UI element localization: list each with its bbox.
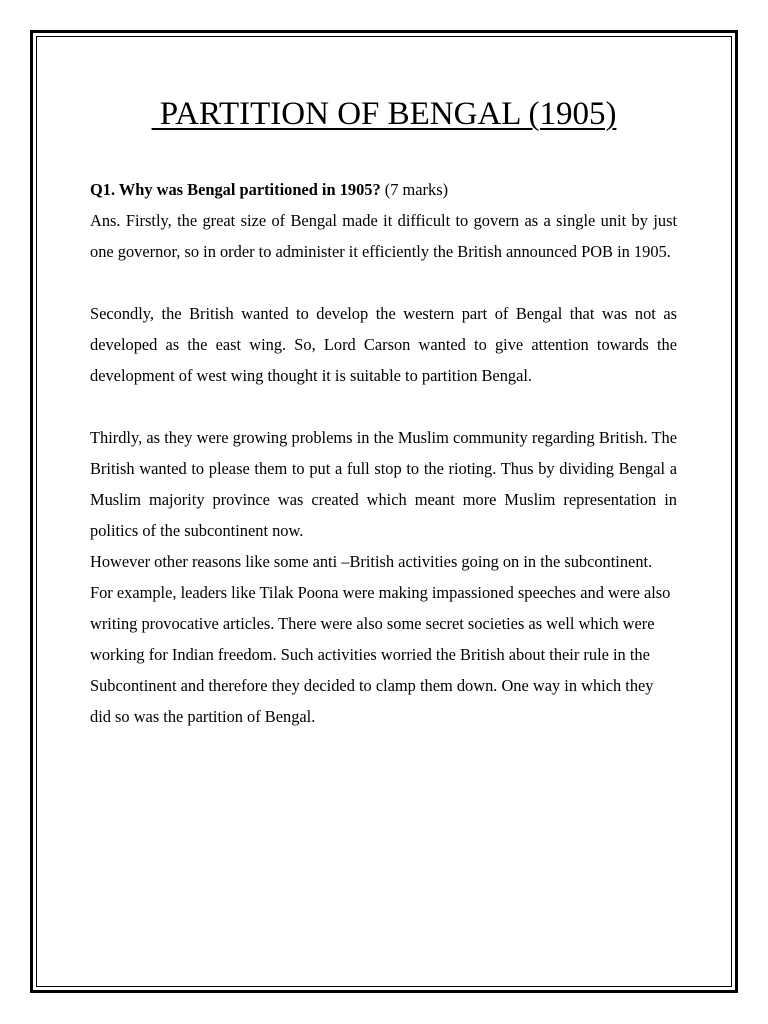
answer-paragraph-2: Secondly, the British wanted to develop the western part of Bengal that was not as developed as the east wing. So, Lord Carson wanted to give attention towards the development of west wing thought it is suitable to partition Bengal. bbox=[90, 304, 677, 385]
paragraph-spacer bbox=[90, 267, 677, 298]
answer-paragraph-3: Thirdly, as they were growing problems in the Muslim community regarding British. The British wanted to please them to put a full stop to the rioting. Thus by dividing Bengal a Muslim majority province was created which meant more Muslim representation in politics of the subcontinent now. bbox=[90, 428, 677, 540]
document-body bbox=[90, 174, 677, 732]
question-heading bbox=[90, 174, 677, 205]
paragraph-spacer bbox=[90, 391, 677, 422]
answer-paragraph-1: Ans. Firstly, the great size of Bengal made it difficult to govern as a single unit by just one governor, so in order to administer it efficiently the British announced POB in 1905. bbox=[90, 211, 677, 261]
question-text: Q1. Why was Bengal partitioned in 1905? bbox=[90, 180, 381, 199]
page-title: PARTITION OF BENGAL (1905) bbox=[151, 96, 617, 132]
answer-paragraph-4: However other reasons like some anti –British activities going on in the subcontinent. For example, leaders like Tilak Poona were making impassioned speeches and were also writing provocative articles. There were also some secret societies as well which were working for Indian freedom. Such activities worried the British about their rule in the Subcontinent and therefore they decided to clamp them down. One way in which they did so was the partition of Bengal. bbox=[90, 552, 671, 726]
question-marks: (7 marks) bbox=[380, 180, 449, 199]
